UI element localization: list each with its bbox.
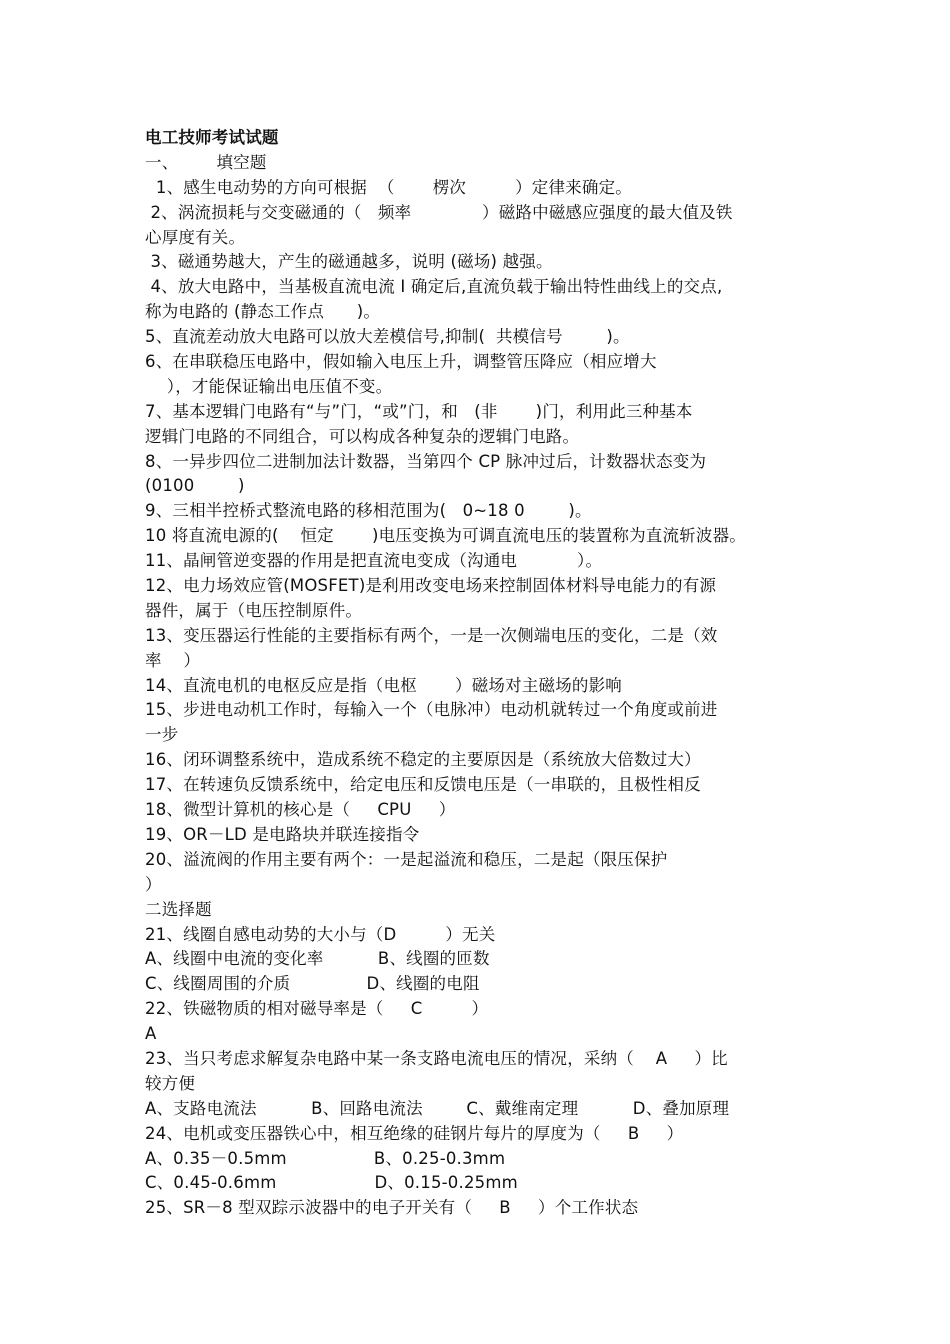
question-line: ），才能保证输出电压值不变。 — [145, 376, 393, 396]
question-line: 心厚度有关。 — [145, 227, 246, 247]
question-line: 21、线圈自感电动势的大小与（D ）无关 — [145, 924, 496, 944]
option-line: A、支路电流法 B、回路电流法 C、戴维南定理 D、叠加原理 — [145, 1098, 730, 1118]
question-line: 23、当只考虑求解复杂电路中某一条支路电流电压的情况，采纳（ A ）比 — [145, 1048, 728, 1068]
section-heading-fill-in: 一、 填空题 — [145, 152, 267, 172]
question-line: 5、直流差动放大电路可以放大差模信号,抑制( 共模信号 )。 — [145, 327, 630, 347]
question-line: ） — [145, 874, 162, 894]
document-body — [145, 126, 815, 1221]
question-line: 一步 — [145, 725, 179, 745]
question-line: 16、闭环调整系统中，造成系统不稳定的主要原因是（系统放大倍数过大） — [145, 750, 701, 770]
question-line: 24、电机或变压器铁心中，相互绝缘的硅钢片每片的厚度为（ B ） — [145, 1123, 684, 1143]
question-line: 3、磁通势越大，产生的磁通越多，说明 (磁场) 越强。 — [145, 252, 553, 272]
option-line: C、线圈周围的介质 D、线圈的电阻 — [145, 974, 480, 994]
question-line: 19、OR－LD 是电路块并联连接指令 — [145, 824, 420, 844]
question-line: 20、溢流阀的作用主要有两个：一是起溢流和稳压，二是起（限压保护 — [145, 849, 668, 869]
question-line: 较方便 — [145, 1073, 196, 1093]
question-line: 2、涡流损耗与交变磁通的（ 频率 ）磁路中磁感应强度的最大值及铁 — [145, 202, 733, 222]
question-line: 11、晶闸管逆变器的作用是把直流电变成（沟通电 ）。 — [145, 551, 603, 571]
option-line: A、0.35－0.5mm B、0.25-0.3mm — [145, 1148, 506, 1168]
question-line: 13、变压器运行性能的主要指标有两个，一是一次侧端电压的变化，二是（效 — [145, 625, 718, 645]
question-line: 4、放大电路中，当基极直流电流 I 确定后,直流负载于输出特性曲线上的交点, — [145, 277, 723, 297]
question-line: 25、SR－8 型双踪示波器中的电子开关有（ B ）个工作状态 — [145, 1198, 639, 1218]
question-line: 1、感生电动势的方向可根据 （ 楞次 ）定律来确定。 — [145, 177, 632, 197]
question-line: 18、微型计算机的核心是（ CPU ） — [145, 800, 456, 820]
question-line: 14、直流电机的电枢反应是指（电枢 ）磁场对主磁场的影响 — [145, 675, 623, 695]
question-line: 12、电力场效应管(MOSFET)是利用改变电场来控制固体材料导电能力的有源 — [145, 576, 717, 596]
question-line: 9、三相半控桥式整流电路的移相范围为( 0~18 0 )。 — [145, 501, 592, 521]
question-line: 逻辑门电路的不同组合，可以构成各种复杂的逻辑门电路。 — [145, 426, 580, 446]
option-line: C、0.45-0.6mm D、0.15-0.25mm — [145, 1173, 518, 1193]
question-line: 率 ） — [145, 650, 201, 670]
question-line: 器件，属于（电压控制原件。 — [145, 600, 363, 620]
option-line: A — [145, 1024, 157, 1044]
question-line: (0100 ) — [145, 476, 245, 496]
question-line: 8、一异步四位二进制加法计数器，当第四个 CP 脉冲过后，计数器状态变为 — [145, 451, 707, 471]
document-title: 电工技师考试试题 — [145, 128, 279, 147]
question-line: 6、在串联稳压电路中，假如输入电压上升，调整管压降应（相应增大 — [145, 352, 657, 372]
question-line: 15、步进电动机工作时，每输入一个（电脉冲）电动机就转过一个角度或前进 — [145, 700, 718, 720]
question-line: 7、基本逻辑门电路有“与”门，“或”门，和 (非 )门，利用此三种基本 — [145, 401, 693, 421]
question-line: 17、在转速负反馈系统中，给定电压和反馈电压是（一串联的，且极性相反 — [145, 775, 701, 795]
question-line: 10 将直流电源的( 恒定 )电压变换为可调直流电压的装置称为直流斩波器。 — [145, 526, 747, 546]
question-line: 22、铁磁物质的相对磁导率是（ C ） — [145, 999, 489, 1019]
question-line: 称为电路的 (静态工作点 )。 — [145, 302, 381, 322]
option-line: A、线圈中电流的变化率 B、线圈的匝数 — [145, 949, 490, 969]
section-heading-choice: 二选择题 — [145, 899, 212, 919]
